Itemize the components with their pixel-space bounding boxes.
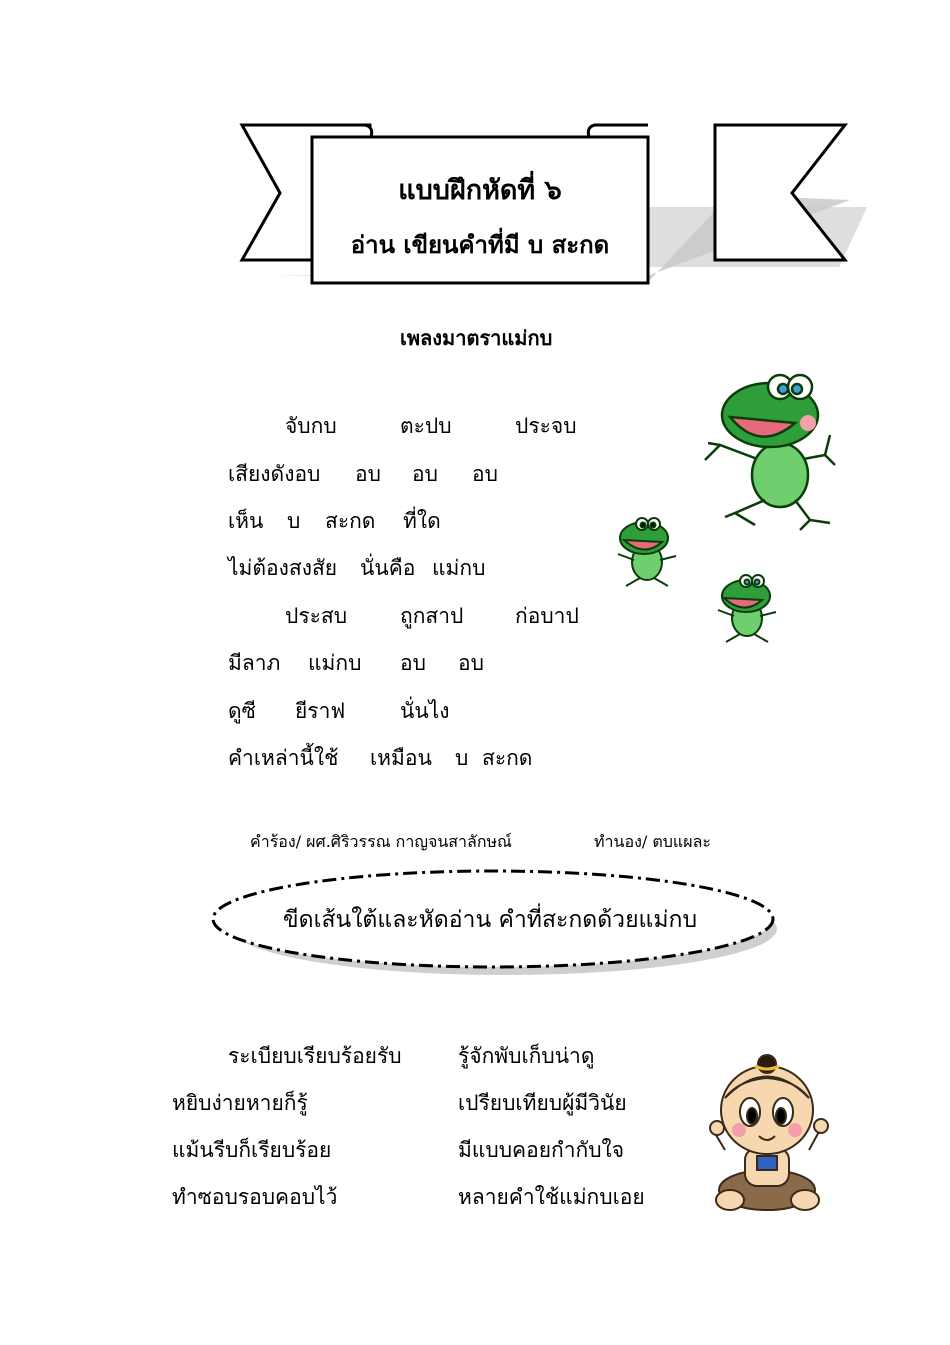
song-word: บ <box>455 746 469 770</box>
song-word: ตะปบ <box>400 414 452 438</box>
song-word: นั่นไง <box>400 699 450 723</box>
instruction-text: ขีดเส้นใต้และหัดอ่าน คำที่สะกดด้วยแม่กบ <box>282 907 698 933</box>
song-word: บ <box>287 509 301 533</box>
song-title: เพลงมาตราแม่กบ <box>400 326 553 350</box>
song-word: ประสบ <box>285 604 348 628</box>
verse-line: มีแบบคอยกำกับใจ <box>458 1138 625 1162</box>
verse-line: แม้นรีบก็เรียบร้อย <box>172 1138 332 1162</box>
verse-line: เปรียบเทียบผู้มีวินัย <box>458 1091 627 1115</box>
verse-line: หลายคำใช้แม่กบเอย <box>458 1185 645 1209</box>
song-word: เสียงดังอบ <box>228 462 321 486</box>
song-word: ก่อบาป <box>515 604 579 628</box>
song-word: แม่กบ <box>432 556 486 580</box>
verse-line: ทำซอบรอบคอบไว้ <box>172 1185 338 1209</box>
song-word: ประจบ <box>515 414 577 438</box>
song-word: เห็น <box>228 509 264 533</box>
song-word: นั่นคือ <box>360 556 416 580</box>
frog-icon <box>712 568 782 648</box>
song-word: อบ <box>355 462 381 486</box>
song-word: ยีราฟ <box>295 699 346 723</box>
verse-line: รู้จักพับเก็บน่าดู <box>458 1044 595 1068</box>
song-word: ดูซี <box>228 699 256 723</box>
frog-icon <box>612 512 682 592</box>
verse-line: ระเบียบเรียบร้อยรับ <box>228 1044 402 1068</box>
verse-line: หยิบง่ายหายก็รู้ <box>172 1091 308 1115</box>
song-word: ถูกสาป <box>400 604 464 628</box>
song-word: ที่ใด <box>403 509 441 533</box>
song-word: สะกด <box>325 509 376 533</box>
melody-credit: ทำนอง/ ตบแผละ <box>594 832 711 851</box>
worksheet-subtitle: อ่าน เขียนคำที่มี บ สะกด <box>350 230 610 259</box>
song-word: อบ <box>472 462 498 486</box>
thai-child-character-icon <box>705 1050 830 1215</box>
frog-character-icon <box>700 365 840 535</box>
song-word: มีลาภ <box>228 651 281 675</box>
song-word: เหมือน <box>370 746 432 770</box>
song-word: แม่กบ <box>308 651 362 675</box>
worksheet-title: แบบฝึกหัดที่ ๖ <box>398 175 562 206</box>
song-word: คำเหล่านี้ใช้ <box>228 746 339 770</box>
lyricist-credit: คำร้อง/ ผศ.ศิริวรรณ กาญจนสาลักษณ์ <box>250 832 512 851</box>
song-word: อบ <box>400 651 426 675</box>
song-word: ไม่ต้องสงสัย <box>228 556 338 580</box>
song-word: สะกด <box>482 746 533 770</box>
song-word: อบ <box>458 651 484 675</box>
song-word: จับกบ <box>285 414 337 438</box>
song-word: อบ <box>412 462 438 486</box>
